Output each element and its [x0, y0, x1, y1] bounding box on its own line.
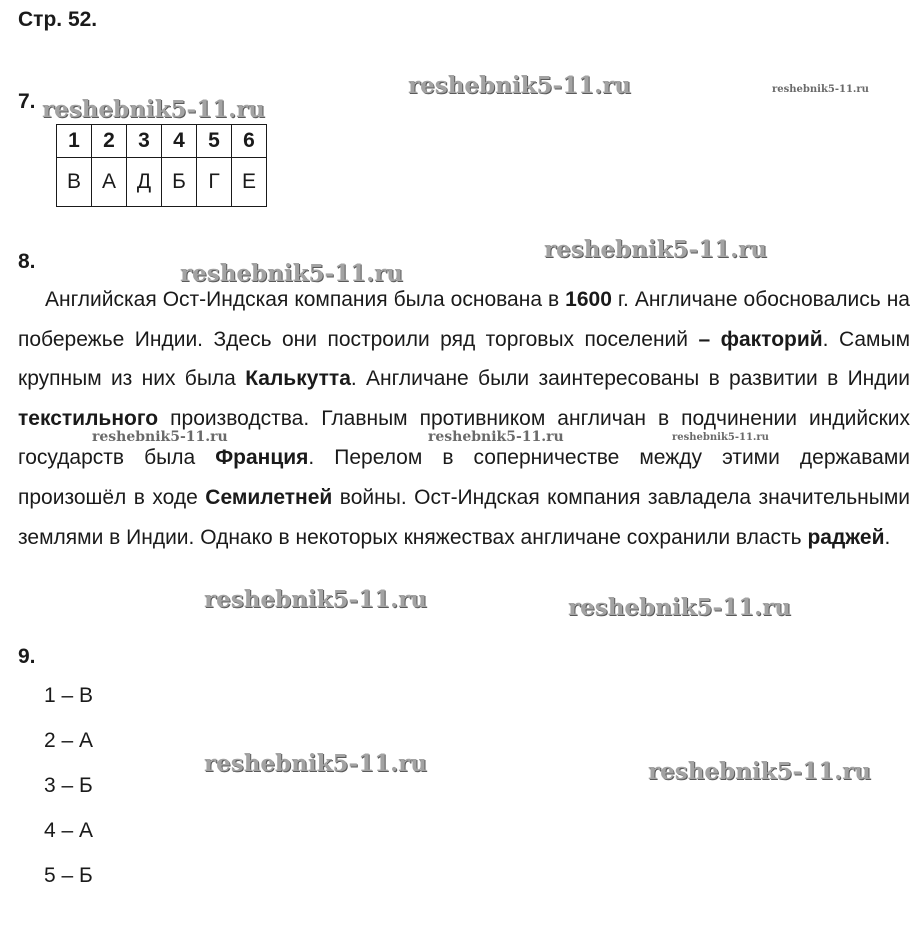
table-value-cell: А: [92, 158, 127, 207]
watermark: reshebnik5-11.ru: [204, 750, 427, 777]
watermark: reshebnik5-11.ru: [180, 260, 403, 287]
paragraph-text: .: [884, 525, 891, 549]
table-value-cell: Б: [162, 158, 197, 207]
paragraph-text: . Перелом в соперничестве между этими державами произошёл в ходе: [18, 446, 910, 509]
answer-term: – факторий: [698, 327, 823, 351]
task-7-number: 7.: [18, 90, 36, 113]
task-9-answer-list: [44, 682, 93, 907]
list-item: 3 – Б: [44, 774, 93, 797]
watermark: reshebnik5-11.ru: [648, 758, 871, 785]
table-header-cell: 1: [57, 125, 92, 158]
table-header-cell: 2: [92, 125, 127, 158]
watermark: reshebnik5-11.ru: [42, 96, 265, 123]
paragraph-text: Английская Ост-Индская компания была основана в: [45, 288, 566, 311]
table-header-cell: 5: [197, 125, 232, 158]
table-header-cell: 3: [127, 125, 162, 158]
page-title: Стр. 52.: [18, 8, 98, 31]
watermark: reshebnik5-11.ru: [92, 429, 228, 445]
table-value-cell: В: [57, 158, 92, 207]
task-9-number: 9.: [18, 645, 36, 668]
table-value-cell: Е: [232, 158, 267, 207]
answer-term: текстильного: [18, 406, 159, 430]
task-8-number: 8.: [18, 250, 36, 273]
watermark: reshebnik5-11.ru: [568, 594, 791, 621]
task-7-answer-table: [56, 124, 267, 207]
answer-term: Калькутта: [245, 367, 351, 391]
task-8-paragraph: [18, 280, 910, 557]
paragraph-text: . Самым крупным из них была: [18, 327, 911, 391]
table-header-cell: 4: [162, 125, 197, 158]
paragraph-text: производства. Главным противником англичан в подчинении индийских государств была: [18, 406, 910, 470]
table-value-cell: Д: [127, 158, 162, 207]
list-item: 4 – А: [44, 819, 94, 842]
list-item: 1 – В: [44, 684, 94, 707]
list-item: 2 – А: [44, 729, 94, 752]
answer-term: Семилетней: [205, 485, 333, 509]
watermark: reshebnik5-11.ru: [544, 236, 767, 263]
table-value-row: [57, 158, 267, 207]
watermark: reshebnik5-11.ru: [772, 84, 869, 95]
list-item: 5 – Б: [44, 864, 93, 887]
watermark: reshebnik5-11.ru: [204, 586, 427, 613]
table-header-row: [57, 125, 267, 158]
watermark: reshebnik5-11.ru: [672, 432, 769, 443]
paragraph-text: . Англичане были заинтересованы в развитии в Индии: [350, 367, 910, 391]
answer-term: раджей: [807, 525, 885, 549]
watermark: reshebnik5-11.ru: [428, 429, 564, 445]
paragraph-text: г. Англичане обосновались на побережье Индии. Здесь они построили ряд торговых поселений: [18, 288, 910, 351]
paragraph-text: войны. Ост-Индская компания завладела значительными землями в Индии. Однако в некоторых княжествах англичане сохранили власть: [18, 485, 910, 549]
table-value-cell: Г: [197, 158, 232, 207]
table-header-cell: 6: [232, 125, 267, 158]
answer-term: Франция: [215, 446, 309, 470]
answer-term: 1600: [565, 288, 612, 311]
watermark: reshebnik5-11.ru: [408, 72, 631, 99]
